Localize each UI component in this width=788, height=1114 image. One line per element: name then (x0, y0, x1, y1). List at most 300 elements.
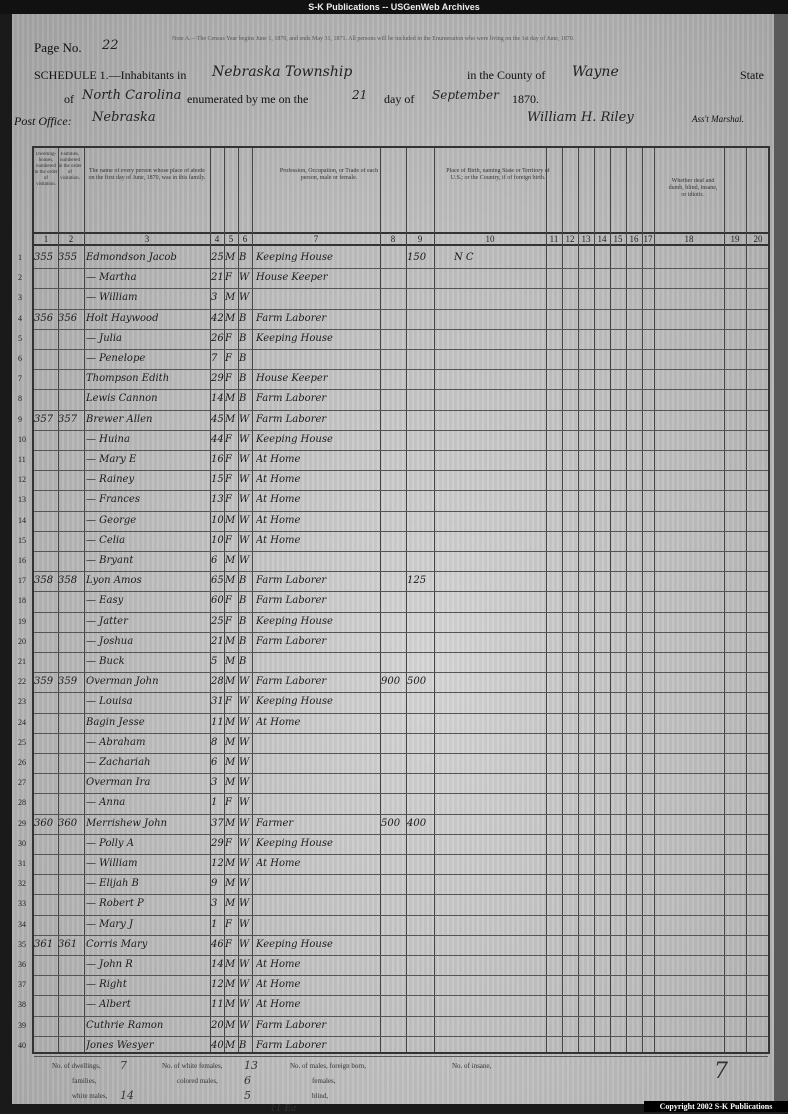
person-name: — Rainey (86, 474, 135, 486)
county-name: Wayne (572, 64, 619, 80)
row-rule (34, 894, 768, 895)
person-color: W (239, 999, 250, 1011)
person-name: Jones Wesyer (86, 1039, 154, 1051)
archive-banner: S-K Publications -- USGenWeb Archives (0, 0, 788, 14)
person-color: W (239, 817, 250, 829)
person-name: — John R (86, 959, 133, 970)
person-sex: F (225, 332, 232, 344)
col3-heading: The name of every person whose place of abode on the first day of June, 1870, was in this family. (88, 168, 206, 181)
person-occupation: Farm Laborer (256, 676, 327, 688)
person-name: Overman John (86, 676, 159, 688)
person-age: 3 (211, 777, 218, 789)
row-number: 18 (18, 596, 26, 606)
personal-estate-value: 400 (407, 817, 427, 829)
person-sex: M (225, 716, 236, 728)
person-color: B (239, 252, 247, 263)
person-sex: M (225, 817, 236, 829)
person-occupation: House Keeper (256, 272, 328, 284)
person-color: B (239, 1039, 247, 1051)
person-age: 29 (211, 373, 224, 385)
year-label: 1870. (512, 92, 539, 106)
person-age: 25 (211, 252, 224, 263)
row-rule (34, 834, 768, 835)
person-occupation: House Keeper (256, 373, 328, 385)
column-rule (380, 148, 381, 1052)
row-rule (34, 288, 768, 289)
column-rule (642, 148, 643, 1052)
white-count: 13 (244, 1059, 258, 1072)
person-age: 40 (211, 1039, 224, 1051)
person-age: 5 (211, 656, 218, 667)
state-label: State (740, 68, 764, 82)
person-age: 44 (211, 433, 224, 445)
row-number: 27 (18, 778, 26, 788)
row-number: 37 (18, 980, 26, 990)
family-number: 358 (58, 575, 78, 587)
person-age: 11 (211, 716, 224, 728)
row-number: 40 (18, 1040, 26, 1050)
person-age: 1 (211, 797, 218, 809)
dwelling-number: 360 (34, 817, 54, 829)
bottom-note: 11 Ea (270, 1104, 297, 1114)
row-number: 12 (18, 475, 26, 485)
person-name: Corris Mary (86, 938, 148, 950)
column-number: 5 (228, 234, 234, 244)
person-sex: M (225, 292, 236, 304)
row-rule (34, 389, 768, 390)
person-occupation: Farmer (256, 817, 294, 829)
person-sex: F (225, 454, 232, 465)
families-label: families, (72, 1077, 97, 1085)
person-occupation: At Home (256, 959, 301, 970)
person-age: 15 (211, 474, 224, 486)
dwelling-number: 355 (34, 252, 54, 263)
person-color: B (239, 635, 247, 647)
person-name: Lewis Cannon (86, 393, 158, 405)
row-rule (34, 874, 768, 875)
person-age: 42 (211, 312, 224, 324)
column-number: 13 (581, 234, 591, 244)
person-color: W (239, 454, 250, 465)
person-age: 46 (211, 938, 224, 950)
col1-heading: Dwelling-houses, numbered in the order of visitation. (34, 152, 58, 187)
person-color: B (239, 575, 247, 587)
person-color: W (239, 898, 250, 910)
row-rule (34, 733, 768, 734)
person-age: 31 (211, 696, 224, 708)
person-occupation: Keeping House (256, 433, 333, 445)
person-age: 12 (211, 858, 224, 869)
column-number: 18 (684, 234, 694, 244)
person-age: 11 (211, 999, 224, 1011)
row-rule (34, 410, 768, 411)
white-males-label: white males, (72, 1092, 108, 1100)
person-name: — Bryant (86, 555, 134, 566)
person-sex: M (225, 1039, 236, 1051)
person-color: W (239, 959, 250, 970)
person-sex: F (225, 373, 232, 385)
col7-heading: Profession, Occupation, or Trade of each person, male or female. (279, 168, 379, 181)
family-number: 360 (58, 817, 78, 829)
row-rule (34, 612, 768, 613)
row-rule (34, 692, 768, 693)
row-number: 5 (18, 333, 22, 343)
row-rule (34, 814, 768, 815)
person-sex: M (225, 575, 236, 587)
row-rule (34, 1056, 768, 1057)
col2-heading: Families, numbered in the order of visitation. (58, 152, 82, 181)
row-rule (34, 268, 768, 269)
person-age: 37 (211, 817, 224, 829)
birthplace: N C (454, 252, 474, 263)
person-sex: M (225, 757, 236, 768)
row-rule (34, 652, 768, 653)
insane-label: No. of insane, (452, 1062, 492, 1070)
person-name: Edmondson Jacob (86, 252, 177, 263)
person-name: — Zachariah (86, 757, 151, 768)
column-number: 4 (214, 234, 220, 244)
row-number: 7 (18, 374, 22, 384)
row-rule (34, 551, 768, 552)
row-number: 23 (18, 697, 26, 707)
person-occupation: At Home (256, 514, 301, 526)
row-rule (34, 935, 768, 936)
person-color: B (239, 393, 247, 405)
person-age: 65 (211, 575, 224, 587)
person-occupation: Farm Laborer (256, 595, 327, 607)
person-color: W (239, 716, 250, 728)
row-rule (34, 632, 768, 633)
person-color: W (239, 938, 250, 950)
person-color: W (239, 474, 250, 486)
person-age: 21 (211, 635, 224, 647)
dwelling-number: 357 (34, 413, 54, 425)
person-age: 60 (211, 595, 224, 607)
column-rule (626, 148, 627, 1052)
row-number: 2 (18, 273, 22, 283)
row-number: 31 (18, 859, 26, 868)
person-name: — Martha (86, 272, 137, 284)
row-rule (34, 773, 768, 774)
enumeration-day: 21 (352, 88, 368, 102)
row-number: 20 (18, 636, 26, 646)
white-label: No. of white females, (162, 1062, 223, 1070)
person-sex: F (225, 433, 232, 445)
person-color: W (239, 918, 250, 930)
dwelling-number: 358 (34, 575, 54, 587)
person-sex: M (225, 393, 236, 405)
person-name: — Polly A (86, 837, 134, 849)
row-rule (34, 753, 768, 754)
person-color: W (239, 736, 250, 748)
person-color: W (239, 494, 250, 506)
person-name: Brewer Allen (86, 413, 153, 425)
row-rule (34, 915, 768, 916)
row-number: 35 (18, 939, 26, 949)
column-number: 20 (753, 234, 763, 244)
person-occupation: At Home (256, 454, 301, 465)
person-age: 12 (211, 979, 224, 991)
person-color: W (239, 979, 250, 991)
enumeration-month: September (432, 88, 499, 102)
column-number: 15 (613, 234, 623, 244)
column-rule (724, 148, 725, 1052)
day-of-label: day of (384, 92, 415, 106)
person-name: — Mary E (86, 454, 137, 465)
person-color: W (239, 555, 250, 566)
row-number: 22 (18, 677, 26, 687)
row-rule (34, 309, 768, 310)
person-sex: M (225, 1019, 236, 1031)
row-number: 1 (18, 253, 22, 262)
person-occupation: Farm Laborer (256, 312, 327, 324)
blind-label: blind, (312, 1092, 329, 1100)
person-color: B (239, 656, 247, 667)
personal-estate-value: 125 (407, 575, 427, 587)
township-name: Nebraska Township (212, 64, 353, 80)
person-occupation: At Home (256, 474, 301, 486)
row-number: 29 (18, 818, 26, 828)
page-label: Page No. (34, 40, 82, 55)
row-rule (34, 349, 768, 350)
person-occupation: Keeping House (256, 332, 333, 344)
column-rule (594, 148, 595, 1052)
person-sex: F (225, 474, 232, 486)
person-color: W (239, 514, 250, 526)
column-rule (546, 148, 547, 1052)
header-fine-print: Note A.—The Census Year begins June 1, 1870, and ends May 31, 1871. All persons will be included in the Enumeration who were living on the 1st day of June, 1870. (172, 36, 575, 42)
foreign-males-label: No. of males, foreign born, (290, 1062, 367, 1070)
column-number: 1 (43, 234, 49, 244)
real-estate-value: 500 (381, 817, 401, 829)
person-color: W (239, 837, 250, 849)
person-sex: F (225, 595, 232, 607)
column-rule (610, 148, 611, 1052)
row-rule (34, 1036, 768, 1037)
person-color: B (239, 373, 247, 385)
column-number: 12 (565, 234, 575, 244)
person-sex: M (225, 555, 236, 566)
person-sex: F (225, 837, 232, 849)
person-age: 9 (211, 878, 218, 890)
colored-males-count: 6 (244, 1074, 251, 1087)
person-color: B (239, 353, 247, 364)
person-color: B (239, 615, 247, 627)
row-rule (34, 995, 768, 996)
person-color: W (239, 797, 250, 809)
person-name: — Albert (86, 999, 131, 1011)
family-number: 361 (58, 938, 78, 950)
person-occupation: Farm Laborer (256, 575, 327, 587)
person-occupation: Farm Laborer (256, 1039, 327, 1051)
row-number: 10 (18, 434, 26, 444)
row-number: 19 (18, 616, 26, 626)
person-age: 29 (211, 837, 224, 849)
row-number: 4 (18, 313, 22, 323)
person-name: — Right (86, 979, 127, 991)
row-rule (34, 713, 768, 714)
row-number: 8 (18, 394, 22, 404)
person-age: 45 (211, 413, 224, 425)
row-number: 36 (18, 960, 26, 969)
post-office-name: Nebraska (92, 110, 156, 125)
row-number: 17 (18, 576, 26, 586)
row-number: 38 (18, 1000, 26, 1010)
row-rule (34, 975, 768, 976)
person-sex: M (225, 312, 236, 324)
row-rule (34, 369, 768, 370)
person-color: B (239, 332, 247, 344)
column-number: 2 (68, 234, 74, 244)
person-name: — Buck (86, 656, 125, 667)
person-color: W (239, 878, 250, 890)
person-sex: M (225, 878, 236, 890)
person-sex: M (225, 656, 236, 667)
person-sex: M (225, 979, 236, 991)
column-number: 7 (313, 234, 319, 244)
person-name: — Easy (86, 595, 124, 607)
enumerator-title: Ass't Marshal. (692, 114, 744, 124)
row-rule (34, 490, 768, 491)
person-name: — George (86, 514, 137, 526)
row-number: 39 (18, 1020, 26, 1030)
person-sex: F (225, 494, 232, 506)
person-age: 1 (211, 918, 218, 930)
person-name: Holt Haywood (86, 312, 159, 324)
person-color: W (239, 1019, 250, 1031)
person-name: — Huina (86, 433, 130, 445)
person-age: 10 (211, 534, 224, 546)
row-number: 25 (18, 737, 26, 747)
column-rule (434, 148, 435, 1052)
person-sex: F (225, 353, 232, 364)
person-occupation: Keeping House (256, 938, 333, 950)
column-number: 10 (485, 234, 495, 244)
row-rule (34, 854, 768, 855)
person-age: 16 (211, 454, 224, 465)
person-occupation: At Home (256, 534, 301, 546)
row-rule (34, 793, 768, 794)
of-label: of (64, 92, 74, 106)
column-number: 17 (643, 234, 653, 244)
person-color: W (239, 696, 250, 708)
person-occupation: Keeping House (256, 837, 333, 849)
column-number: 14 (597, 234, 607, 244)
column-rule (654, 148, 655, 1052)
person-occupation: Keeping House (256, 615, 333, 627)
personal-estate-value: 150 (407, 252, 427, 263)
column-number: 11 (549, 234, 559, 244)
row-number: 15 (18, 535, 26, 545)
row-number: 28 (18, 798, 26, 808)
person-color: W (239, 777, 250, 789)
person-sex: F (225, 797, 232, 809)
white-males-count: 14 (120, 1089, 134, 1102)
post-office-label: Post Office: (14, 114, 72, 128)
column-number: 16 (629, 234, 639, 244)
person-sex: F (225, 272, 232, 284)
person-occupation: Farm Laborer (256, 1019, 327, 1031)
person-sex: M (225, 514, 236, 526)
dwelling-number: 361 (34, 938, 54, 950)
family-number: 359 (58, 676, 78, 688)
row-number: 13 (18, 495, 26, 505)
person-name: Merrishew John (86, 817, 168, 829)
person-sex: M (225, 252, 236, 263)
col10-heading: Place of Birth, naming State or Territory of U.S.; or the Country, if of foreign birth. (446, 168, 550, 181)
person-color: W (239, 292, 250, 304)
person-sex: M (225, 413, 236, 425)
person-occupation: At Home (256, 858, 301, 869)
row-number: 14 (18, 515, 26, 525)
row-rule (34, 470, 768, 471)
person-name: — Elijah B (86, 878, 139, 890)
person-sex: M (225, 959, 236, 970)
row-number: 3 (18, 293, 22, 303)
person-age: 14 (211, 959, 224, 970)
real-estate-value: 900 (381, 676, 401, 688)
row-number: 21 (18, 657, 26, 666)
person-name: — William (86, 858, 138, 869)
state-name: North Carolina (82, 88, 182, 103)
person-sex: M (225, 999, 236, 1011)
person-occupation: At Home (256, 494, 301, 506)
person-sex: F (225, 615, 232, 627)
person-sex: F (225, 696, 232, 708)
person-name: — Abraham (86, 736, 146, 748)
enumerator-signature: William H. Riley (527, 110, 634, 125)
person-color: B (239, 312, 247, 324)
person-occupation: Farm Laborer (256, 393, 327, 405)
column-rule (406, 148, 407, 1052)
person-color: W (239, 757, 250, 768)
person-name: — Louisa (86, 696, 133, 708)
dwellings-label: No. of dwellings, (52, 1062, 101, 1070)
row-rule (34, 430, 768, 431)
family-number: 357 (58, 413, 78, 425)
person-name: — Robert P (86, 898, 144, 910)
enumerated-label: enumerated by me on the (187, 92, 309, 106)
row-rule (34, 531, 768, 532)
person-name: Overman Ira (86, 777, 151, 789)
dwelling-number: 356 (34, 312, 54, 324)
row-rule (34, 955, 768, 956)
person-name: — William (86, 292, 138, 304)
person-occupation: Farm Laborer (256, 413, 327, 425)
person-color: W (239, 272, 250, 284)
person-sex: M (225, 898, 236, 910)
row-number: 26 (18, 758, 26, 767)
females-label: females, (312, 1077, 336, 1085)
row-rule (34, 450, 768, 451)
person-name: Bagin Jesse (86, 716, 145, 728)
person-age: 10 (211, 514, 224, 526)
column-rule (562, 148, 563, 1052)
person-name: Lyon Amos (86, 575, 142, 587)
person-occupation: At Home (256, 999, 301, 1011)
person-color: B (239, 595, 247, 607)
column-number: 8 (390, 234, 396, 244)
person-occupation: At Home (256, 979, 301, 991)
person-sex: F (225, 534, 232, 546)
person-sex: F (225, 918, 232, 930)
row-number: 30 (18, 838, 26, 848)
person-name: — Mary J (86, 918, 133, 930)
column-rule (58, 148, 59, 1052)
row-rule (34, 329, 768, 330)
row-number: 32 (18, 879, 26, 889)
row-number: 9 (18, 414, 22, 424)
